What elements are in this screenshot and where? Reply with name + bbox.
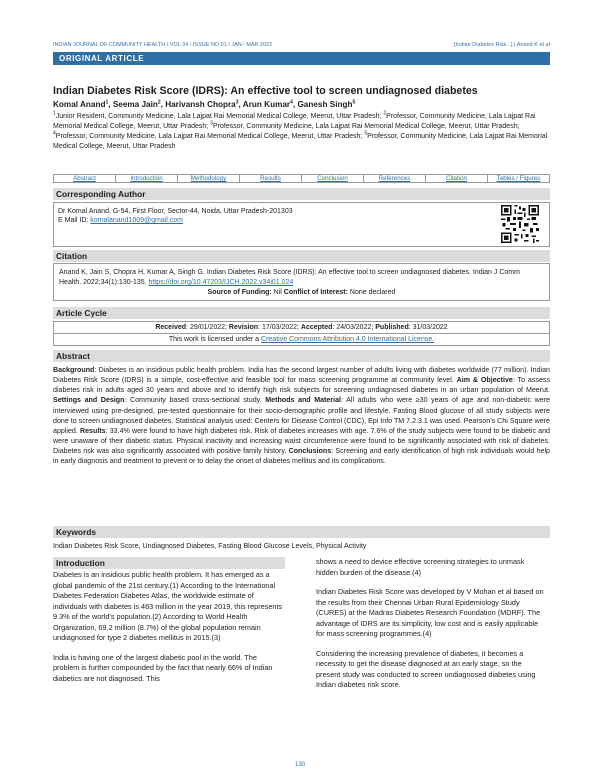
abstract-label: Results (79, 426, 106, 435)
affiliation-sup: 5 (364, 130, 368, 137)
intro-paragraph: Considering the increasing prevalence of diabetes, it becomes a necessity to get the disease diagnosed at an early stage, so the present study was conducted to screen undiagnosed diabetes using Indian diabetes risk score. (316, 648, 536, 689)
doi-link[interactable]: https://doi.org/10.47203/IJCH.2022.v34i01.024 (148, 279, 294, 287)
section-nav (53, 174, 550, 183)
intro-paragraph: Diabetes is an insidious public health problem. It has emerged as a global pandemic of the 21st century.(1) According to the International Diabetes Federation Diabetes Atlas, the worldwide estimate of individuals with diabetes is 463 million in the year 2019, this represents 9.3% of the world’s population.(2) According to World Health Organization, 69.2 million (8.7%) of the global population remain undiagnosed for type 2 diabetes mellitus in 2015.(3) (53, 570, 283, 642)
nav-link-tables-figures[interactable]: Tables / Figures (496, 175, 541, 182)
email-link[interactable]: komalanand1009@gmail.com (90, 217, 184, 225)
nav-link-results[interactable]: Results (240, 175, 302, 182)
author-name: Arun Kumar (242, 100, 291, 109)
affiliation-text: Professor, Community Medicine, Lala Lajpat Rai Memorial Medical College, Meerut, Uttar Pradesh; (55, 132, 365, 140)
abstract-label: Methods and Material (265, 396, 342, 405)
citation-heading: Citation (53, 250, 550, 262)
license-line: This work is licensed under a Creative Commons Attribution 4.0 International License. (168, 336, 435, 343)
article-dates: Received: 29/01/2022; Revision: 17/03/2022; Accepted: 24/03/2022; Published: 31/03/2022 (54, 322, 549, 334)
corresponding-address: Dr Komal Anand, G-54, First Floor, Sector-44, Noida, Uttar Pradesh-201303 (58, 208, 293, 215)
page-number: 130 (294, 762, 305, 768)
affiliation-sup: 4 (53, 130, 56, 137)
running-title: [Indian Diabetes Risk...] | Anand K et al (454, 42, 550, 48)
author-list: Komal Anand$^1$, Seema Jain$^2$, Harivansh Chopra$^3$, Arun Kumar$^4$, Ganesh Singh$^5$ (53, 99, 356, 109)
author-sup: 2 (157, 99, 161, 106)
intro-paragraph: Indian Diabetes Risk Score was developed by V Mohan et al based on the results from their Chennai Urban Rural Epidemiology Study (CURES) at the Madras Diabetes Research Foundation (MDRF). The advantage of IDRS are its simplicity, low cost and is easily applicable for mass screening programmes.(4) (316, 587, 544, 638)
journal-header (53, 42, 550, 49)
paper-title: Indian Diabetes Risk Score (IDRS): An effective tool to screen undiagnosed diabetes (53, 85, 478, 97)
email-label: E Mail ID: (58, 217, 91, 225)
affiliation-sup: 1 (53, 110, 56, 117)
abstract-label: Conclusions (288, 447, 332, 456)
citation-box (53, 263, 550, 301)
affiliations (53, 112, 550, 152)
article-cycle-heading: Article Cycle (53, 307, 550, 319)
affiliation-text: Professor, Community Medicine, Lala Lajpat Rai Memorial Medical College, Meerut, Uttar Pradesh; (212, 122, 520, 130)
abstract-label: Background (53, 366, 95, 374)
nav-link-introduction[interactable]: Introduction (116, 175, 178, 182)
intro-right-column (316, 557, 548, 700)
affiliation-text: Professor, Community Medicine, Lala Lajpat Rai Memorial Medical College, Meerut, Uttar Pradesh; (53, 113, 536, 130)
corresponding-author-heading: Corresponding Author (53, 188, 550, 200)
citation-text: Anand K, Jain S, Chopra H, Kumar A, Singh G. Indian Diabetes Risk Score (IDRS): An effective tool to screen undiagnosed diabetes. Indian J Comm Health. 2022;34(1):130-135. (59, 269, 520, 287)
corresponding-author-box (53, 202, 550, 247)
journal-line: INDIAN JOURNAL OF COMMUNITY HEALTH / VOL 34 / ISSUE NO 01 / JAN– MAR 2022 (53, 42, 273, 48)
introduction-heading: Introduction (53, 557, 285, 569)
article-cycle-box (53, 321, 550, 346)
keywords-heading: Keywords (53, 526, 550, 538)
funding-value: Nil (271, 289, 284, 297)
author-sup: 1 (105, 99, 109, 106)
article-type-banner: ORIGINAL ARTICLE (53, 52, 550, 65)
affiliation-text: Junior Resident, Community Medicine, Lala Lajpat Rai Memorial Medical College, Meerut, Uttar Pradesh; (55, 113, 384, 120)
abstract-label: Aim & Objective (456, 376, 513, 385)
abstract-text: : Community based cross-sectional study. (124, 396, 266, 405)
keywords-text: Indian Diabetes Risk Score, Undiagnosed Diabetes, Fasting Blood Glucose Levels, Physical Activity (53, 542, 367, 550)
author-name: Komal Anand (53, 100, 106, 109)
author-name: Harivansh Chopra (165, 100, 236, 109)
intro-left-column (53, 570, 285, 693)
nav-link-references[interactable]: References (364, 175, 426, 182)
qr-code-icon[interactable] (501, 205, 539, 243)
abstract-text: : To assess diabetes risk in adults aged 30 years and above and to identify high risk subjects for screening undiagnosed diabetes in an urban population of Meerut. (53, 376, 550, 395)
author-sup: 3 (235, 99, 239, 106)
abstract-label: Settings and Design (53, 396, 125, 405)
intro-paragraph: India is having one of the largest diabetic pool in the world. The problem is further compounded by the fact that nearly 66% of Indian diabetics are not diagnosed. This (53, 652, 273, 683)
conflict-label: Conflict of Interest: (283, 289, 348, 297)
abstract-text: : 33.4% were found to have high diabetes risk. Risk of diabetes increases with age. 7.6% of the study subjects were found to be diabetic and were unaware of their diabetic status. Physical inactivity and increasing waist circumference were found to be significantly associated with risk of diabetes. Diabetes risk was also significantly associated with positive family history. (53, 426, 550, 456)
conflict-value: None declared (347, 289, 396, 297)
affiliation-sup: 2 (383, 110, 387, 117)
abstract-text: : Screening and early identification of high risk individuals would help in early diagnosis and treatment to prevent or to delay the onset of diabetes mellitus and its complications. (53, 447, 550, 466)
intro-paragraph: shows a need to device effective screening strategies to unmask hidden burden of the disease.(4) (316, 557, 525, 577)
funding-label: Source of Funding: (207, 289, 272, 297)
nav-link-conclusion[interactable]: Conclusion (302, 175, 364, 182)
author-name: Seema Jain (112, 100, 158, 109)
nav-link-abstract[interactable]: Abstract (54, 175, 116, 182)
author-sup: 5 (352, 99, 356, 106)
nav-link-citation[interactable]: Citation (426, 175, 488, 182)
author-name: Ganesh Singh (297, 100, 353, 109)
abstract-heading: Abstract (53, 350, 550, 362)
abstract-text: : Diabetes is an insidious public health problem. India has the second largest number of adults living with diabetes worldwide (77 million). Indian Diabetes Risk Score (IDRS) is a simple, cost-effective and feasible tool for mass screening programme at community level. (53, 366, 550, 385)
abstract-body (53, 365, 550, 466)
author-sup: 4 (290, 99, 293, 106)
nav-link-methodology[interactable]: Methodology (178, 175, 240, 182)
affiliation-text: Professor, Community Medicine, Lala Lajpat Rai Memorial Medical College, Meerut, Uttar Pradesh (53, 132, 548, 150)
license-link[interactable]: Creative Commons Attribution 4.0 International License. (261, 336, 435, 343)
affiliation-sup: 3 (210, 120, 213, 127)
abstract-text: : All adults who were ≥30 years of age and non-diabetic were interviewed using pre-designed, pre-tested questionnaire for their socio-demographic profile and lifestyle. Fasting Blood glucose of all study subjects were done to screen undiagnosed diabetes. Statistical analysis used: Centers for Disease Control (CDC), Epi Info TM 7.2.3.1 was used. Pearson’s Chi Square were applied. (53, 396, 551, 435)
